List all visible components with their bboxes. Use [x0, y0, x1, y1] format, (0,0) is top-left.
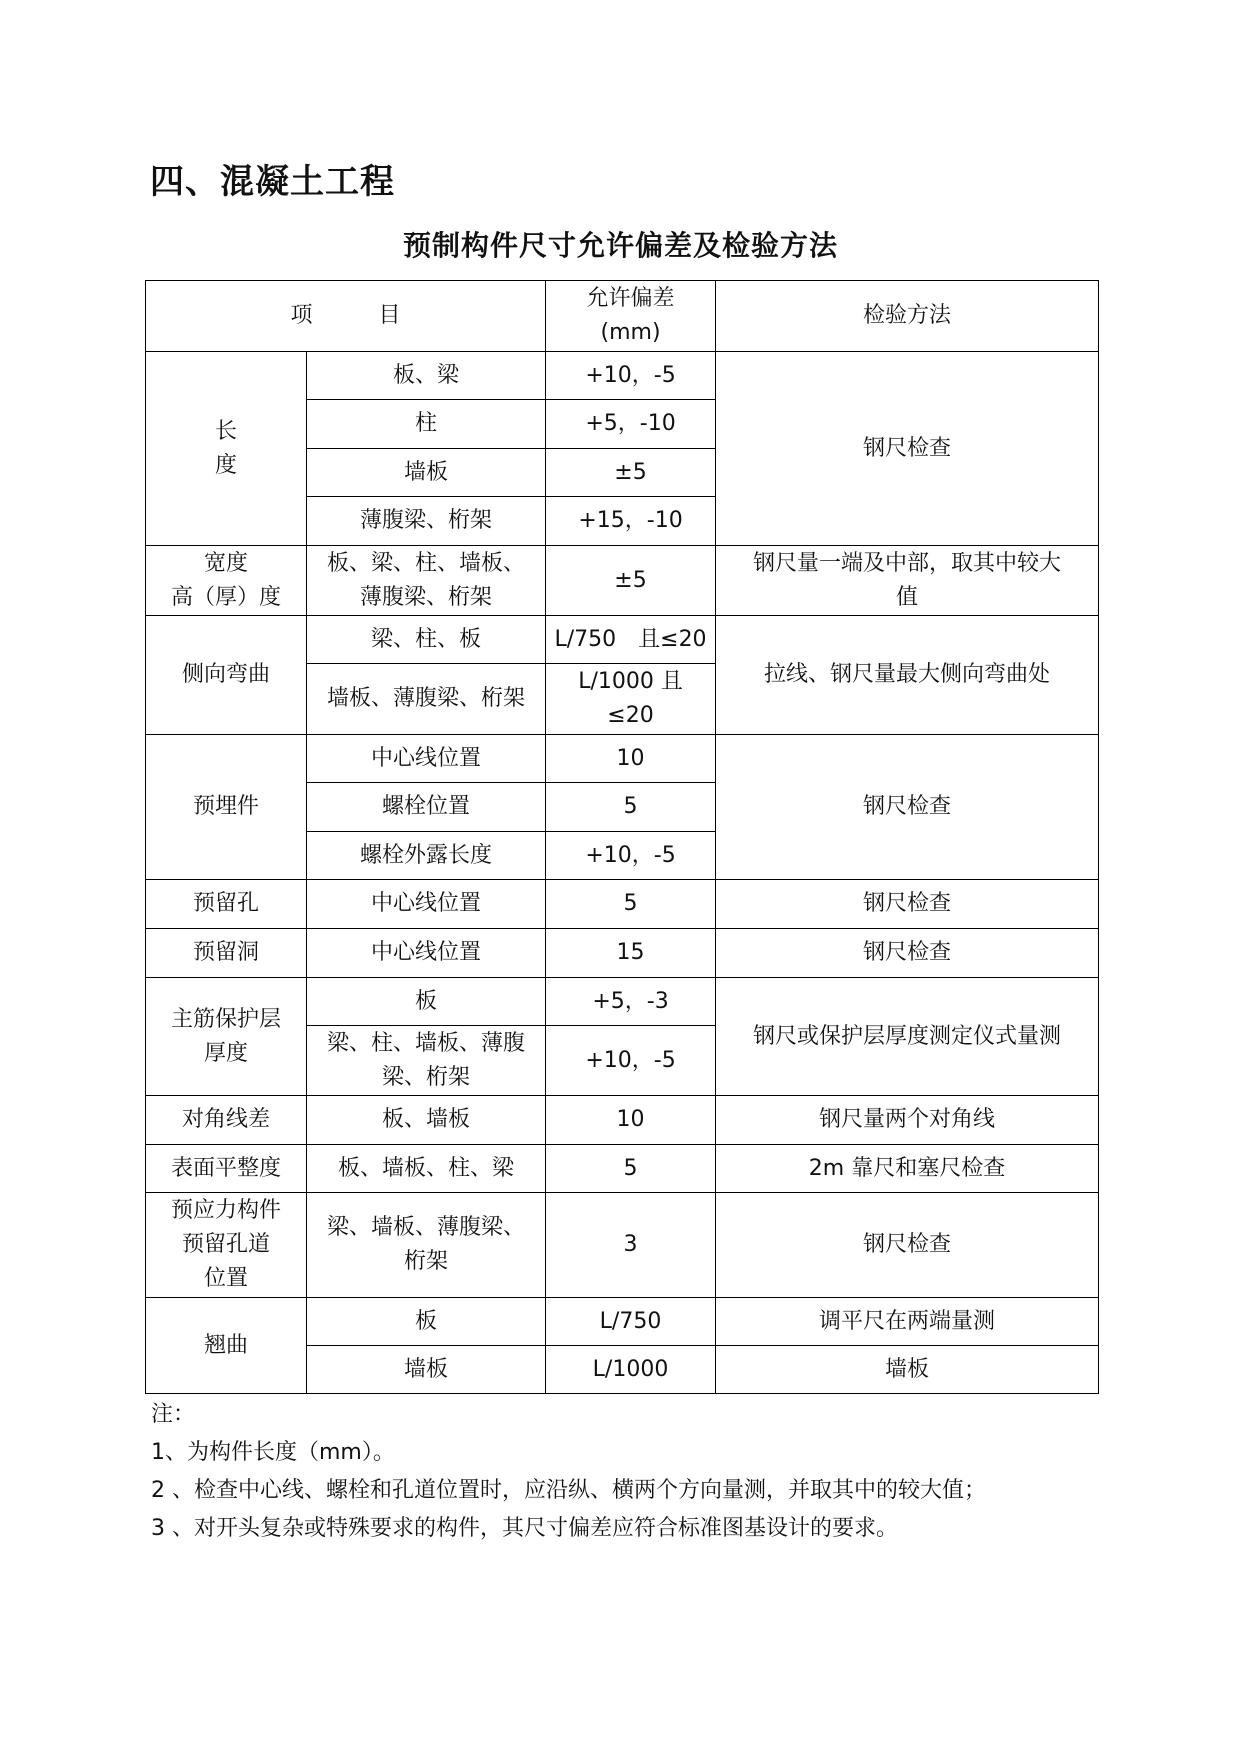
value-cell: L/750 且≤20: [546, 616, 716, 664]
table-row: [146, 546, 1099, 616]
item-cell: 板、梁: [307, 352, 546, 400]
table-row: [146, 1298, 1099, 1346]
tolerance-table: [145, 280, 1099, 1394]
category-cell: 宽度 高（厚）度: [146, 546, 307, 616]
category-cell: 主筋保护层 厚度: [146, 978, 307, 1096]
value-cell: 5: [546, 783, 716, 832]
value-cell: +10，-5: [546, 832, 716, 880]
item-cell: 柱: [307, 400, 546, 449]
method-cell: 钢尺检查: [716, 1193, 1099, 1298]
item-cell: 板、墙板、柱、梁: [307, 1145, 546, 1193]
value-cell: 5: [546, 1145, 716, 1193]
value-cell: +10，-5: [546, 352, 716, 400]
table-row: [146, 1193, 1099, 1298]
item-cell: 中心线位置: [307, 929, 546, 978]
note-item: 1、为构件长度（mm）。: [151, 1440, 395, 1465]
method-cell: 墙板: [716, 1346, 1099, 1394]
item-cell: 墙板: [307, 449, 546, 497]
header-item: 项 目: [146, 281, 546, 352]
notes: [151, 1396, 986, 1548]
category-cell: 表面平整度: [146, 1145, 307, 1193]
table-header-row: [146, 281, 1099, 352]
category-cell: 预留洞: [146, 929, 307, 978]
value-cell: L/1000: [546, 1346, 716, 1394]
category-cell: 对角线差: [146, 1096, 307, 1145]
method-cell: 钢尺量两个对角线: [716, 1096, 1099, 1145]
item-cell: 梁、柱、板: [307, 616, 546, 664]
table-title: 预制构件尺寸允许偏差及检验方法: [402, 229, 838, 262]
value-cell: +10，-5: [546, 1026, 716, 1096]
method-cell: 钢尺量一端及中部，取其中较大 值: [716, 546, 1099, 616]
notes-label: 注：: [151, 1402, 196, 1427]
table-row: [146, 1096, 1099, 1145]
note-item: 2 、检查中心线、螺栓和孔道位置时，应沿纵、横两个方向量测，并取其中的较大值；: [151, 1478, 986, 1503]
item-cell: 墙板、薄腹梁、桁架: [307, 664, 546, 735]
value-cell: L/750: [546, 1298, 716, 1346]
item-cell: 中心线位置: [307, 880, 546, 929]
item-cell: 板: [307, 1298, 546, 1346]
method-cell: 钢尺检查: [716, 735, 1099, 880]
value-cell: 10: [546, 1096, 716, 1145]
value-cell: 10: [546, 735, 716, 783]
table-row: [146, 978, 1099, 1026]
header-method: 检验方法: [716, 281, 1099, 352]
value-cell: 5: [546, 880, 716, 929]
table-row: [146, 616, 1099, 664]
item-cell: 螺栓外露长度: [307, 832, 546, 880]
table-row: [146, 735, 1099, 783]
item-cell: 板、梁、柱、墙板、 薄腹梁、桁架: [307, 546, 546, 616]
item-cell: 梁、墙板、薄腹梁、 桁架: [307, 1193, 546, 1298]
value-cell: ±5: [546, 546, 716, 616]
method-cell: 钢尺检查: [716, 880, 1099, 929]
item-cell: 板、墙板: [307, 1096, 546, 1145]
method-cell: 调平尺在两端量测: [716, 1298, 1099, 1346]
method-cell: 2m 靠尺和塞尺检查: [716, 1145, 1099, 1193]
note-item: 3 、对开头复杂或特殊要求的构件，其尺寸偏差应符合标准图基设计的要求。: [151, 1516, 898, 1541]
value-cell: 15: [546, 929, 716, 978]
item-cell: 中心线位置: [307, 735, 546, 783]
value-cell: ±5: [546, 449, 716, 497]
header-tolerance: 允许偏差 (mm): [546, 281, 716, 352]
section-heading: 四、混凝土工程: [150, 162, 395, 202]
category-cell: 预留孔: [146, 880, 307, 929]
method-cell: 钢尺检查: [716, 929, 1099, 978]
item-cell: 薄腹梁、桁架: [307, 497, 546, 546]
category-cell: 侧向弯曲: [146, 616, 307, 735]
item-cell: 螺栓位置: [307, 783, 546, 832]
item-cell: 梁、柱、墙板、薄腹 梁、桁架: [307, 1026, 546, 1096]
category-cell: 翘曲: [146, 1298, 307, 1394]
category-cell: 预应力构件 预留孔道 位置: [146, 1193, 307, 1298]
value-cell: L/1000 且 ≤20: [546, 664, 716, 735]
table-row: [146, 1145, 1099, 1193]
table-row: [146, 929, 1099, 978]
method-cell: 钢尺或保护层厚度测定仪式量测: [716, 978, 1099, 1096]
value-cell: 3: [546, 1193, 716, 1298]
table-row: [146, 352, 1099, 400]
table-row: [146, 880, 1099, 929]
value-cell: +5，-10: [546, 400, 716, 449]
category-cell: 长 度: [146, 352, 307, 546]
category-cell: 预埋件: [146, 735, 307, 880]
value-cell: +5，-3: [546, 978, 716, 1026]
item-cell: 墙板: [307, 1346, 546, 1394]
value-cell: +15，-10: [546, 497, 716, 546]
item-cell: 板: [307, 978, 546, 1026]
method-cell: 拉线、钢尺量最大侧向弯曲处: [716, 616, 1099, 735]
method-cell: 钢尺检查: [716, 352, 1099, 546]
